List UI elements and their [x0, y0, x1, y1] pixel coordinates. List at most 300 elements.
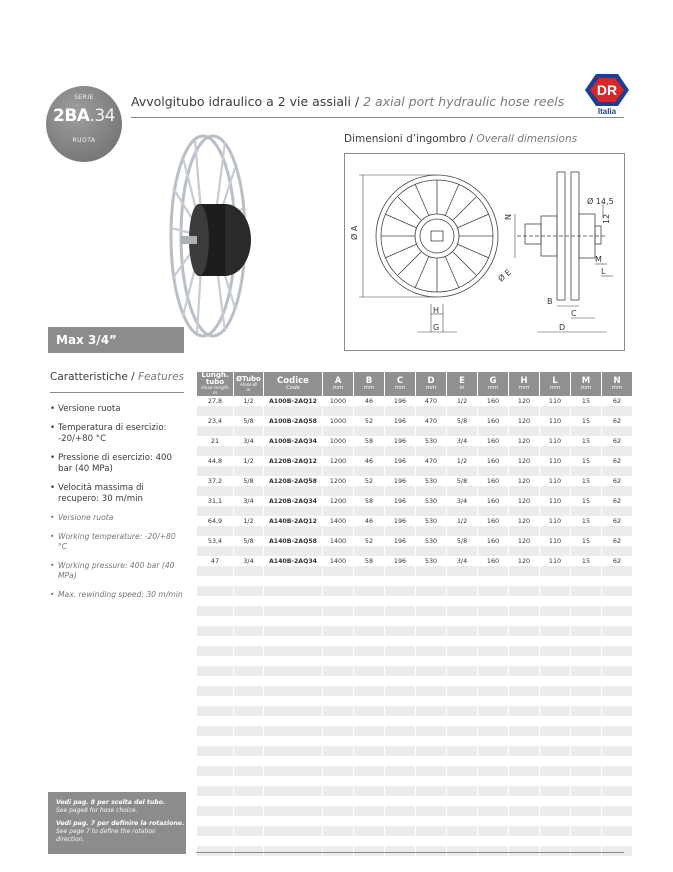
table-spacer-cell [323, 826, 353, 836]
table-spacer-cell [478, 506, 508, 516]
dimensions-drawing-box [344, 153, 625, 351]
table-spacer-cell [323, 746, 353, 756]
table-spacer-cell [385, 526, 415, 536]
table-spacer-cell [509, 546, 539, 556]
table-spacer-cell [234, 606, 263, 616]
table-spacer-cell [354, 846, 384, 856]
table-spacer-row [197, 426, 632, 436]
header-c: C mm [385, 372, 415, 396]
feature-item-en: • Versione ruota [50, 513, 184, 523]
table-cell: 15 [571, 496, 601, 506]
table-spacer-cell [571, 756, 601, 766]
feature-item: • Velocità massima di recupero: 30 m/min [50, 483, 184, 505]
table-cell: 160 [478, 556, 508, 566]
table-spacer-cell [197, 706, 233, 716]
table-cell: 47 [197, 556, 233, 566]
table-cell: 62 [602, 456, 632, 466]
table-spacer-cell [509, 626, 539, 636]
table-spacer-cell [354, 626, 384, 636]
table-spacer-cell [478, 596, 508, 606]
table-spacer-cell [264, 706, 322, 716]
dimensions-title [344, 133, 577, 145]
table-spacer-cell [385, 676, 415, 686]
table-spacer-cell [234, 576, 263, 586]
table-spacer-cell [385, 846, 415, 856]
table-spacer-cell [447, 596, 477, 606]
table-spacer-cell [385, 546, 415, 556]
table-spacer-cell [416, 726, 446, 736]
table-spacer-cell [478, 656, 508, 666]
table-spacer-cell [447, 756, 477, 766]
table-spacer-row [197, 636, 632, 646]
note-rotation-it: Vedi pag. 7 per definire la rotazione. [56, 820, 185, 827]
table-spacer-cell [197, 806, 233, 816]
table-spacer-row [197, 716, 632, 726]
table-spacer-cell [416, 586, 446, 596]
table-spacer-cell [264, 766, 322, 776]
table-spacer-cell [478, 426, 508, 436]
table-spacer-cell [234, 626, 263, 636]
table-cell: 196 [385, 536, 415, 546]
table-cell: 196 [385, 416, 415, 426]
table-spacer-cell [354, 426, 384, 436]
table-spacer-cell [264, 666, 322, 676]
table-cell: 160 [478, 456, 508, 466]
table-cell: 15 [571, 436, 601, 446]
header-e: E in [447, 372, 477, 396]
table-spacer-cell [234, 826, 263, 836]
dim-label-l: L [601, 267, 606, 276]
table-spacer-cell [602, 626, 632, 636]
table-spacer-cell [571, 406, 601, 416]
header-g: G mm [478, 372, 508, 396]
table-spacer-cell [234, 846, 263, 856]
table-spacer-cell [478, 686, 508, 696]
dim-label-d: D [559, 323, 566, 332]
table-spacer-cell [540, 586, 570, 596]
table-spacer-cell [323, 816, 353, 826]
table-spacer-cell [264, 756, 322, 766]
table-cell: 15 [571, 416, 601, 426]
table-spacer-cell [416, 526, 446, 536]
table-spacer-cell [323, 776, 353, 786]
table-spacer-cell [478, 836, 508, 846]
note-hose-choice-en: See page8 for hose choice. [56, 807, 138, 814]
table-spacer-cell [354, 646, 384, 656]
table-spacer-cell [264, 846, 322, 856]
table-cell: 470 [416, 416, 446, 426]
table-spacer-cell [385, 746, 415, 756]
table-spacer-cell [509, 846, 539, 856]
table-spacer-cell [602, 486, 632, 496]
table-spacer-cell [447, 566, 477, 576]
dimensions-drawing [345, 154, 624, 350]
table-spacer-cell [540, 466, 570, 476]
table-spacer-cell [447, 406, 477, 416]
table-spacer-cell [264, 426, 322, 436]
table-spacer-cell [234, 596, 263, 606]
table-spacer-cell [197, 766, 233, 776]
table-spacer-cell [540, 426, 570, 436]
table-spacer-row [197, 626, 632, 636]
table-cell: 5/8 [447, 536, 477, 546]
table-spacer-cell [509, 826, 539, 836]
table-cell: 1000 [323, 416, 353, 426]
table-spacer-cell [478, 786, 508, 796]
table-spacer-cell [447, 586, 477, 596]
table-spacer-cell [323, 736, 353, 746]
table-cell: 1000 [323, 436, 353, 446]
specifications-table [196, 372, 633, 856]
table-spacer-cell [447, 836, 477, 846]
table-cell: 23,4 [197, 416, 233, 426]
table-spacer-cell [354, 526, 384, 536]
table-spacer-cell [602, 726, 632, 736]
table-spacer-cell [264, 506, 322, 516]
table-cell: 110 [540, 476, 570, 486]
table-spacer-cell [197, 616, 233, 626]
table-spacer-row [197, 606, 632, 616]
table-cell: 62 [602, 436, 632, 446]
table-spacer-cell [416, 546, 446, 556]
table-cell: 27,8 [197, 396, 233, 406]
table-spacer-cell [478, 576, 508, 586]
table-spacer-cell [509, 676, 539, 686]
table-cell: 160 [478, 416, 508, 426]
table-spacer-cell [509, 756, 539, 766]
header-m: M mm [571, 372, 601, 396]
table-spacer-row [197, 546, 632, 556]
table-cell-code: A100B-2AQ12 [264, 396, 322, 406]
table-spacer-cell [416, 696, 446, 706]
table-spacer-cell [385, 716, 415, 726]
table-spacer-cell [416, 806, 446, 816]
table-spacer-cell [323, 606, 353, 616]
table-spacer-cell [509, 566, 539, 576]
table-spacer-cell [447, 576, 477, 586]
table-spacer-cell [264, 776, 322, 786]
table-spacer-cell [323, 716, 353, 726]
table-spacer-cell [264, 656, 322, 666]
table-spacer-cell [478, 826, 508, 836]
table-spacer-cell [602, 716, 632, 726]
table-spacer-cell [571, 626, 601, 636]
table-spacer-row [197, 826, 632, 836]
hose-reel-product-image [155, 128, 275, 343]
table-spacer-cell [264, 746, 322, 756]
table-spacer-cell [323, 706, 353, 716]
table-spacer-cell [197, 686, 233, 696]
table-spacer-cell [385, 406, 415, 416]
table-spacer-cell [197, 526, 233, 536]
table-spacer-row [197, 686, 632, 696]
header-a: A mm [323, 372, 353, 396]
table-spacer-cell [234, 666, 263, 676]
table-spacer-cell [416, 596, 446, 606]
table-spacer-cell [323, 426, 353, 436]
table-spacer-cell [354, 606, 384, 616]
table-spacer-cell [197, 716, 233, 726]
table-spacer-cell [323, 616, 353, 626]
table-cell: 1000 [323, 396, 353, 406]
feature-item: • Versione ruota [50, 404, 184, 415]
table-spacer-cell [447, 686, 477, 696]
table-spacer-cell [447, 486, 477, 496]
table-spacer-cell [602, 566, 632, 576]
table-spacer-cell [264, 836, 322, 846]
table-cell: 160 [478, 496, 508, 506]
table-spacer-cell [478, 736, 508, 746]
table-spacer-cell [478, 706, 508, 716]
table-spacer-cell [571, 836, 601, 846]
table-cell: 62 [602, 476, 632, 486]
table-spacer-cell [354, 706, 384, 716]
table-spacer-row [197, 576, 632, 586]
table-cell: 120 [509, 396, 539, 406]
table-spacer-cell [264, 816, 322, 826]
table-spacer-cell [234, 816, 263, 826]
table-spacer-cell [602, 596, 632, 606]
features-divider [50, 392, 184, 393]
table-cell: 530 [416, 496, 446, 506]
table-spacer-cell [447, 526, 477, 536]
table-spacer-cell [385, 646, 415, 656]
table-spacer-cell [197, 846, 233, 856]
badge-ruota-label: RUOTA [72, 137, 96, 144]
table-cell: 5/8 [447, 476, 477, 486]
table-spacer-cell [197, 746, 233, 756]
table-spacer-cell [264, 676, 322, 686]
table-spacer-cell [264, 546, 322, 556]
table-spacer-cell [197, 676, 233, 686]
table-spacer-cell [602, 696, 632, 706]
table-cell: 46 [354, 396, 384, 406]
table-spacer-cell [602, 606, 632, 616]
table-spacer-cell [447, 766, 477, 776]
table-spacer-cell [540, 506, 570, 516]
header-n: N mm [602, 372, 632, 396]
table-spacer-cell [323, 836, 353, 846]
table-spacer-row [197, 666, 632, 676]
table-cell: 62 [602, 556, 632, 566]
table-cell: 31,1 [197, 496, 233, 506]
table-spacer-cell [416, 736, 446, 746]
table-spacer-cell [354, 696, 384, 706]
table-spacer-cell [571, 466, 601, 476]
table-spacer-cell [354, 836, 384, 846]
table-spacer-cell [323, 446, 353, 456]
table-spacer-cell [540, 526, 570, 536]
table-spacer-cell [234, 776, 263, 786]
table-spacer-cell [323, 636, 353, 646]
table-spacer-cell [197, 636, 233, 646]
table-spacer-cell [509, 406, 539, 416]
table-row [197, 516, 632, 526]
table-cell: 110 [540, 556, 570, 566]
table-spacer-cell [509, 696, 539, 706]
table-spacer-cell [571, 426, 601, 436]
table-spacer-cell [197, 586, 233, 596]
table-cell: 110 [540, 436, 570, 446]
table-cell: 3/4 [447, 556, 477, 566]
table-cell: 1400 [323, 556, 353, 566]
table-spacer-cell [571, 696, 601, 706]
table-cell: 470 [416, 396, 446, 406]
table-spacer-cell [478, 716, 508, 726]
table-spacer-cell [602, 836, 632, 846]
title-italian: Avvolgitubo idraulico a 2 vie assiali / [131, 94, 360, 109]
table-spacer-cell [264, 606, 322, 616]
table-spacer-cell [571, 576, 601, 586]
table-cell: 52 [354, 416, 384, 426]
max-size-label: Max 3/4” [48, 327, 184, 353]
feature-item-en: • Working temperature: -20/+80 °C [50, 532, 184, 552]
table-spacer-cell [323, 786, 353, 796]
table-spacer-cell [478, 676, 508, 686]
table-spacer-cell [385, 506, 415, 516]
table-spacer-cell [509, 686, 539, 696]
table-cell: 196 [385, 396, 415, 406]
table-spacer-cell [447, 616, 477, 626]
table-spacer-cell [478, 726, 508, 736]
table-cell: 120 [509, 556, 539, 566]
table-spacer-cell [602, 756, 632, 766]
table-spacer-cell [571, 816, 601, 826]
table-spacer-row [197, 646, 632, 656]
table-spacer-cell [385, 786, 415, 796]
table-cell: 1200 [323, 456, 353, 466]
table-cell: 44,8 [197, 456, 233, 466]
table-spacer-cell [416, 486, 446, 496]
table-spacer-cell [385, 566, 415, 576]
table-spacer-cell [354, 726, 384, 736]
table-row [197, 436, 632, 446]
table-spacer-cell [385, 836, 415, 846]
table-spacer-cell [478, 776, 508, 786]
table-spacer-cell [416, 626, 446, 636]
table-spacer-cell [478, 756, 508, 766]
table-cell: 470 [416, 456, 446, 466]
table-spacer-cell [197, 736, 233, 746]
table-spacer-cell [416, 606, 446, 616]
table-spacer-cell [416, 566, 446, 576]
table-spacer-cell [571, 706, 601, 716]
table-row [197, 556, 632, 566]
table-spacer-cell [602, 506, 632, 516]
table-spacer-cell [540, 546, 570, 556]
table-spacer-cell [264, 566, 322, 576]
table-spacer-cell [354, 776, 384, 786]
table-spacer-row [197, 806, 632, 816]
table-spacer-cell [571, 446, 601, 456]
features-title-it: Caratteristiche / [50, 371, 135, 383]
table-spacer-cell [416, 816, 446, 826]
table-spacer-cell [264, 726, 322, 736]
table-cell: 110 [540, 496, 570, 506]
features-title-en: Features [134, 371, 185, 383]
table-spacer-cell [571, 746, 601, 756]
features-list [50, 404, 184, 609]
table-cell: 58 [354, 496, 384, 506]
table-cell: 196 [385, 556, 415, 566]
table-spacer-cell [323, 676, 353, 686]
table-spacer-cell [234, 656, 263, 666]
table-spacer-cell [354, 486, 384, 496]
table-spacer-cell [197, 466, 233, 476]
table-spacer-cell [385, 686, 415, 696]
table-spacer-cell [354, 746, 384, 756]
table-cell: 1/2 [447, 516, 477, 526]
table-spacer-cell [447, 646, 477, 656]
table-spacer-row [197, 406, 632, 416]
table-spacer-cell [264, 486, 322, 496]
table-spacer-cell [416, 826, 446, 836]
table-cell: 160 [478, 516, 508, 526]
table-spacer-row [197, 596, 632, 606]
table-spacer-cell [234, 406, 263, 416]
table-spacer-cell [602, 796, 632, 806]
table-spacer-cell [234, 506, 263, 516]
table-cell: 62 [602, 416, 632, 426]
feature-item-en: • Working pressure: 400 bar (40 MPa) [50, 561, 184, 581]
table-spacer-cell [571, 616, 601, 626]
table-spacer-cell [447, 666, 477, 676]
table-spacer-cell [447, 816, 477, 826]
series-badge [46, 86, 122, 162]
table-spacer-cell [416, 746, 446, 756]
table-spacer-cell [602, 766, 632, 776]
table-spacer-cell [509, 736, 539, 746]
table-cell-code: A120B-2AQ58 [264, 476, 322, 486]
table-spacer-cell [234, 746, 263, 756]
header-b: B mm [354, 372, 384, 396]
table-spacer-cell [602, 826, 632, 836]
table-cell: 196 [385, 496, 415, 506]
table-spacer-cell [234, 426, 263, 436]
table-cell: 15 [571, 516, 601, 526]
table-spacer-cell [385, 586, 415, 596]
table-spacer-cell [234, 616, 263, 626]
table-spacer-cell [323, 506, 353, 516]
table-spacer-cell [509, 716, 539, 726]
table-spacer-cell [571, 846, 601, 856]
table-spacer-row [197, 446, 632, 456]
table-spacer-cell [234, 486, 263, 496]
table-spacer-cell [264, 786, 322, 796]
table-spacer-cell [385, 656, 415, 666]
table-spacer-cell [385, 816, 415, 826]
table-spacer-cell [478, 526, 508, 536]
badge-code-main: 2BA [53, 106, 90, 126]
table-spacer-cell [509, 806, 539, 816]
table-spacer-cell [323, 566, 353, 576]
table-spacer-cell [234, 466, 263, 476]
table-cell: 160 [478, 396, 508, 406]
table-spacer-cell [234, 726, 263, 736]
table-spacer-cell [540, 766, 570, 776]
table-spacer-cell [354, 826, 384, 836]
table-spacer-cell [323, 846, 353, 856]
table-cell: 196 [385, 516, 415, 526]
table-spacer-cell [509, 576, 539, 586]
table-spacer-cell [323, 806, 353, 816]
table-spacer-cell [602, 776, 632, 786]
table-spacer-cell [385, 466, 415, 476]
table-spacer-cell [602, 646, 632, 656]
table-spacer-cell [509, 506, 539, 516]
table-spacer-cell [447, 426, 477, 436]
table-cell: 1400 [323, 536, 353, 546]
